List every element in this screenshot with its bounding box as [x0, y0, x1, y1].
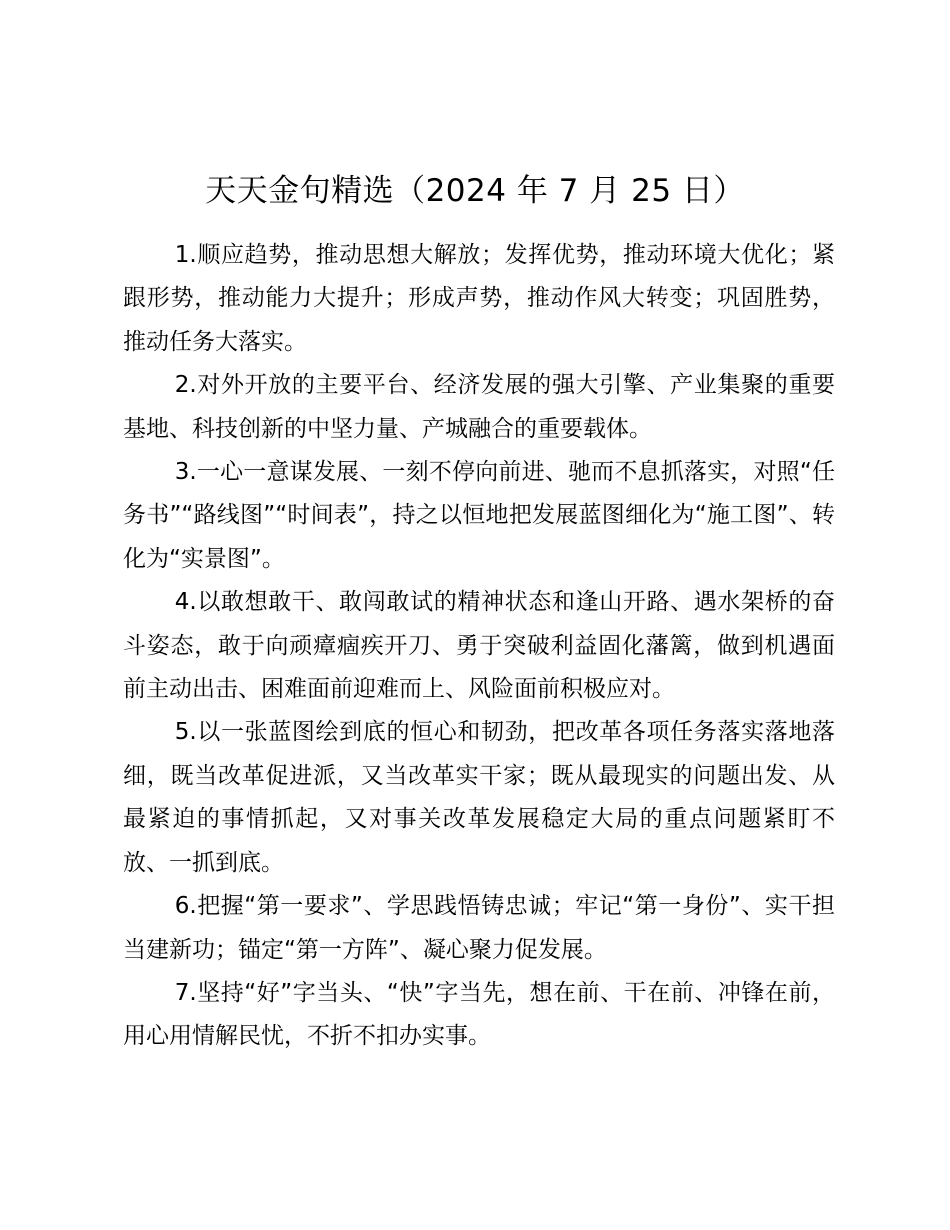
- document-body: [123, 234, 835, 1059]
- paragraph-7: 7.坚持“好”字当头、“快”字当先，想在前、干在前、冲锋在前，用心用情解民忧，不折不扣办实事。: [123, 979, 835, 1050]
- document-title: 天天金句精选（2024 年 7 月 25 日）: [205, 173, 745, 209]
- paragraph-4: 4.以敢想敢干、敢闯敢试的精神状态和逢山开路、遇水架桥的奋斗姿态，敢于向顽瘴痼疾开刀、勇于突破利益固化藩篱，做到机遇面前主动出击、困难面前迎难而上、风险面前积极应对。: [123, 589, 835, 703]
- paragraph-1: 1.顺应趋势，推动思想大解放；发挥优势，推动环境大优化；紧跟形势，推动能力大提升；形成声势，推动作风大转变；巩固胜势，推动任务大落实。: [123, 242, 835, 355]
- paragraph-2: 2.对外开放的主要平台、经济发展的强大引擎、产业集聚的重要基地、科技创新的中坚力量、产城融合的重要载体。: [123, 372, 835, 442]
- paragraph-6: 6.把握“第一要求”、学思践悟铸忠诚；牢记“第一身份”、实干担当建新功；锚定“第一方阵”、凝心聚力促发展。: [123, 893, 835, 963]
- paragraph-5: 5.以一张蓝图绘到底的恒心和韧劲，把改革各项任务落实落地落细，既当改革促进派，又当改革实干家；既从最现实的问题出发、从最紧迫的事情抓起，又对事关改革发展稳定大局的重点问题紧盯不放、一抓到底。: [123, 719, 835, 876]
- paragraph-3: 3.一心一意谋发展、一刻不停向前进、驰而不息抓落实，对照“任务书”“路线图”“时间表”，持之以恒地把发展蓝图细化为“施工图”、转化为“实景图”。: [123, 459, 835, 572]
